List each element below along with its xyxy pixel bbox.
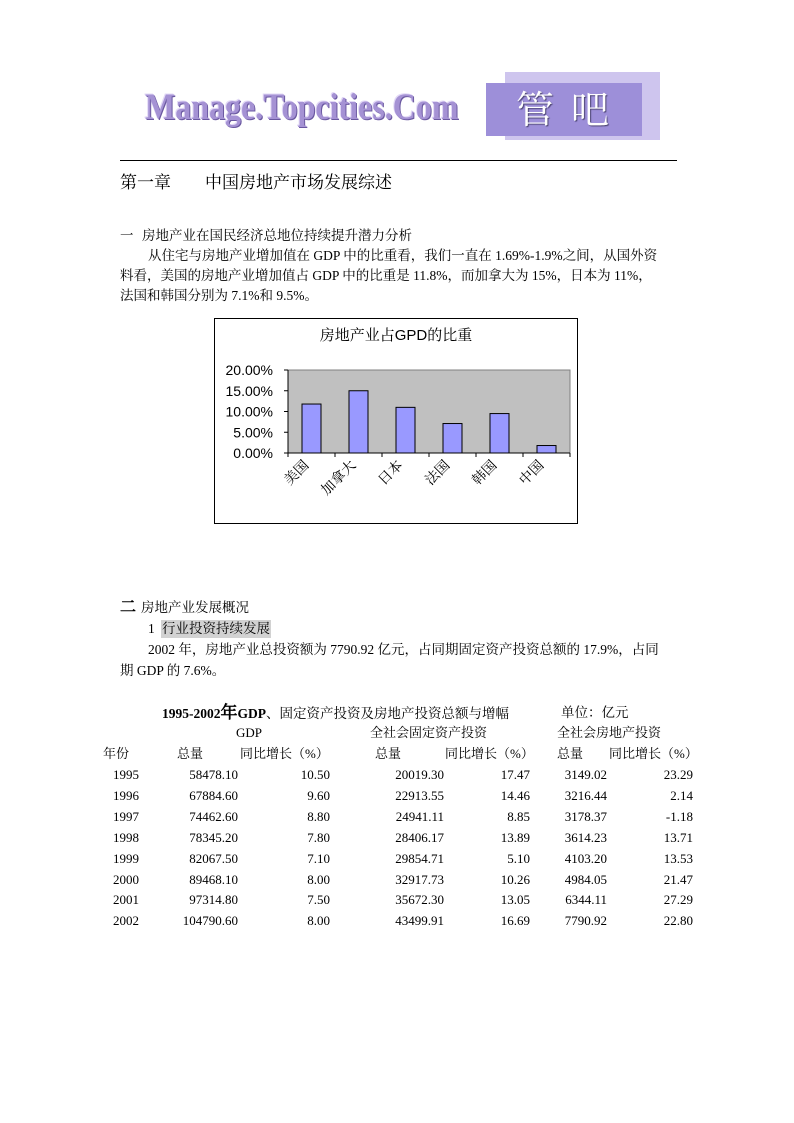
year-cell: 1998 — [113, 829, 139, 845]
table-row — [0, 871, 794, 889]
paragraph-line: 从住宅与房地产业增加值在 GDP 中的比重看，我们一直在 1.69%-1.9%之间，从国外资 — [148, 248, 658, 263]
y-tick-label: 20.00% — [225, 362, 273, 378]
fixed-investment-growth-cell: 8.85 — [507, 808, 530, 824]
section-number: 一 — [120, 228, 134, 243]
x-category-label: 日本 — [374, 456, 406, 488]
table-row — [0, 787, 794, 805]
year-cell: 2002 — [113, 913, 139, 929]
table-row — [0, 850, 794, 868]
chart-bar — [349, 391, 368, 453]
x-category-label: 美国 — [280, 456, 312, 488]
real-estate-investment-growth-cell: 22.80 — [663, 913, 693, 929]
table-row — [0, 912, 794, 930]
table-unit: 单位：亿元 — [561, 705, 629, 720]
gdp-total-cell: 67884.60 — [189, 787, 238, 803]
subsection-number: 1 — [148, 621, 155, 636]
gdp-total-cell: 89468.10 — [189, 871, 238, 887]
paragraph-line: 法国和韩国分别为 7.1%和 9.5%。 — [120, 288, 318, 303]
x-category-label: 中国 — [515, 456, 547, 488]
real-estate-investment-growth-cell: 23.29 — [663, 767, 693, 782]
table-title — [162, 704, 509, 723]
gdp-total-cell: 104790.60 — [182, 913, 238, 929]
column-header: 总量 — [177, 746, 204, 761]
logo-badge — [486, 83, 642, 136]
real-estate-investment-total-cell: 3178.37 — [564, 808, 607, 824]
fixed-investment-growth-cell: 5.10 — [507, 850, 530, 866]
chart-bar — [443, 424, 462, 453]
chart-title: 房地产业占GPD的比重 — [319, 327, 473, 344]
plot-area — [288, 370, 570, 453]
table-title-gdp: GDP — [237, 706, 266, 721]
chapter-number: 第一章 — [120, 173, 171, 192]
real-estate-investment-total-cell: 3614.23 — [564, 829, 607, 845]
fixed-investment-growth-cell: 16.69 — [500, 913, 530, 929]
gdp-growth-cell: 8.00 — [307, 913, 330, 929]
year-cell: 2000 — [113, 871, 139, 887]
logo-badge-char: 吧 — [571, 88, 610, 132]
gdp-total-cell: 74462.60 — [189, 808, 238, 824]
fixed-investment-growth-cell: 14.46 — [500, 787, 530, 803]
y-tick-label: 15.00% — [225, 382, 273, 399]
column-header: 总量 — [557, 746, 584, 761]
fixed-investment-total-cell: 29854.71 — [395, 850, 444, 866]
column-header: 同比增长（%） — [445, 746, 534, 761]
gdp-growth-cell: 7.50 — [307, 892, 330, 908]
table-row — [0, 829, 794, 847]
fixed-investment-total-cell: 22913.55 — [395, 787, 444, 803]
fixed-investment-total-cell: 32917.73 — [395, 871, 444, 887]
paragraph-line: 料看，美国的房地产业增加值占 GDP 中的比重是 11.8%，而加拿大为 15%，日本为 11%， — [120, 268, 652, 283]
y-tick-label: 5.00% — [233, 424, 273, 441]
fixed-investment-total-cell: 24941.11 — [395, 808, 444, 824]
real-estate-investment-growth-cell: 21.47 — [663, 871, 693, 887]
logo-badge-char: 管 — [516, 88, 555, 132]
gdp-total-cell: 82067.50 — [189, 850, 238, 866]
fixed-investment-total-cell: 28406.17 — [395, 829, 444, 845]
gdp-growth-cell: 7.80 — [307, 829, 330, 845]
header-divider — [120, 160, 677, 161]
real-estate-investment-total-cell: 4984.05 — [564, 871, 607, 887]
real-estate-investment-total-cell: 4103.20 — [564, 850, 607, 866]
table-row — [0, 766, 794, 784]
column-header: 年份 — [103, 746, 130, 761]
gdp-growth-cell: 8.00 — [307, 871, 330, 887]
table-title-year-char: 年 — [220, 703, 238, 722]
paragraph-line: 期 GDP 的 7.6%。 — [120, 663, 226, 678]
section-number: 二 — [120, 599, 137, 616]
gdp-total-cell: 58478.10 — [189, 767, 238, 782]
paragraph-line: 2002 年，房地产业总投资额为 7790.92 亿元，占同期固定资产投资总额的 17.9%，占同 — [148, 642, 659, 657]
section-heading: 房地产业在国民经济总地位持续提升潜力分析 — [142, 228, 412, 243]
bar-chart — [214, 318, 578, 524]
gdp-growth-cell: 10.50 — [300, 767, 330, 782]
real-estate-investment-total-cell: 7790.92 — [564, 913, 607, 929]
group-header: GDP — [236, 725, 263, 740]
chart-bar — [490, 414, 509, 453]
fixed-investment-total-cell: 43499.91 — [395, 913, 444, 929]
x-category-label: 加拿大 — [317, 456, 359, 498]
gdp-total-cell: 97314.80 — [189, 892, 238, 908]
fixed-investment-total-cell: 20019.30 — [395, 767, 444, 782]
fixed-investment-growth-cell: 17.47 — [500, 767, 530, 782]
year-cell: 1995 — [113, 767, 139, 782]
subsection-title: 行业投资持续发展 — [162, 621, 270, 636]
real-estate-investment-growth-cell: 13.53 — [663, 850, 693, 866]
y-tick-label: 10.00% — [225, 403, 273, 420]
x-category-label: 韩国 — [468, 456, 500, 488]
y-tick-label: 0.00% — [233, 445, 273, 461]
fixed-investment-growth-cell: 13.05 — [500, 892, 530, 908]
section-heading: 房地产业发展概况 — [141, 600, 249, 615]
chart-bar — [396, 407, 415, 453]
x-category-label: 法国 — [421, 456, 453, 488]
year-cell: 1999 — [113, 850, 139, 866]
gdp-growth-cell: 7.10 — [307, 850, 330, 866]
real-estate-investment-growth-cell: 2.14 — [670, 787, 693, 803]
gdp-growth-cell: 8.80 — [307, 808, 330, 824]
table-row — [0, 808, 794, 826]
column-header: 总量 — [375, 746, 402, 761]
real-estate-investment-growth-cell: -1.18 — [665, 808, 693, 824]
column-header: 同比增长（%） — [609, 746, 698, 761]
group-header: 全社会固定资产投资 — [370, 725, 488, 740]
real-estate-investment-total-cell: 6344.11 — [565, 892, 607, 908]
group-header: 全社会房地产投资 — [557, 725, 662, 740]
year-cell: 1996 — [113, 787, 139, 803]
table-title-rest: 、固定资产投资及房地产投资总额与增幅 — [266, 706, 509, 721]
fixed-investment-growth-cell: 10.26 — [500, 871, 530, 887]
real-estate-investment-total-cell: 3149.02 — [564, 767, 607, 782]
table-title-years: 1995-2002 — [162, 706, 221, 721]
real-estate-investment-growth-cell: 27.29 — [663, 892, 693, 908]
chapter-title: 中国房地产市场发展综述 — [205, 173, 392, 192]
real-estate-investment-growth-cell: 13.71 — [663, 829, 693, 845]
real-estate-investment-total-cell: 3216.44 — [564, 787, 607, 803]
year-cell: 1997 — [113, 808, 139, 824]
fixed-investment-growth-cell: 13.89 — [500, 829, 530, 845]
year-cell: 2001 — [113, 892, 139, 908]
site-logo-text: Manage.Topcities.Com — [145, 85, 459, 128]
column-header: 同比增长（%） — [240, 746, 329, 761]
gdp-growth-cell: 9.60 — [307, 787, 330, 803]
gdp-total-cell: 78345.20 — [189, 829, 238, 845]
chart-bar — [537, 446, 556, 453]
table-row — [0, 891, 794, 909]
chart-bar — [302, 404, 321, 453]
fixed-investment-total-cell: 35672.30 — [395, 892, 444, 908]
